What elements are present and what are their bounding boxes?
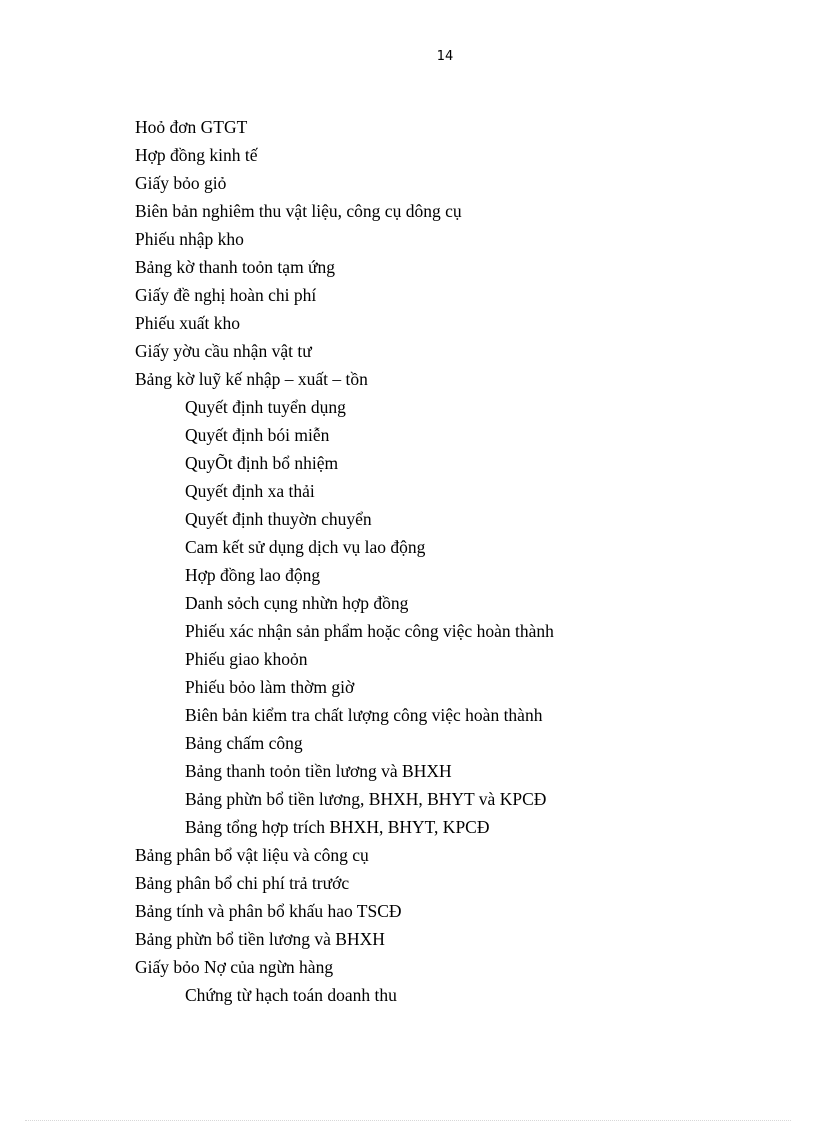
sub-list-item: Cam kết sử dụng dịch vụ lao động xyxy=(185,537,426,557)
page-bottom-divider xyxy=(25,1120,791,1121)
sub-list-item: Biên bản kiểm tra chất lượng công việc hoàn thành xyxy=(185,705,543,725)
sub-list-item: Danh sỏch cụng nhừn hợp đồng xyxy=(185,593,409,613)
sub-list-item: Chứng từ hạch toán doanh thu xyxy=(185,985,397,1005)
sub-list-item: Phiếu giao khoỏn xyxy=(185,649,308,669)
sub-list-item: Bảng tổng hợp trích BHXH, BHYT, KPCĐ xyxy=(185,817,490,837)
sub-list-item: Quyết định thuyờn chuyển xyxy=(185,509,372,529)
list-item: Bảng tính và phân bổ khấu hao TSCĐ xyxy=(135,901,402,921)
sub-list-item: Hợp đồng lao động xyxy=(185,565,321,585)
list-item: Hợp đồng kinh tế xyxy=(135,145,258,165)
sub-list-item: Quyết định tuyển dụng xyxy=(185,397,346,417)
list-item: Bảng kờ luỹ kế nhập – xuất – tồn xyxy=(135,369,368,389)
page-number: 14 xyxy=(436,49,454,64)
list-item: Giấy bỏo giỏ xyxy=(135,173,227,193)
sub-list-item: Quyết định xa thải xyxy=(185,481,315,501)
list-item: Bảng phân bổ chi phí trả trước xyxy=(135,873,350,893)
sub-list-item: QuyÕt định bổ nhiệm xyxy=(185,453,339,473)
list-item: Giấy bỏo Nợ của ngừn hàng xyxy=(135,957,334,977)
list-item: Giấy đề nghị hoàn chi phí xyxy=(135,285,317,305)
list-item: Bảng phừn bổ tiền lương và BHXH xyxy=(135,929,385,949)
sub-list-item: Bảng phừn bổ tiền lương, BHXH, BHYT và KPCĐ xyxy=(185,789,547,809)
sub-list-item: Quyết định bói miễn xyxy=(185,425,330,445)
document-list xyxy=(135,113,775,1009)
sub-list-item: Bảng chấm công xyxy=(185,733,303,753)
list-item: Phiếu nhập kho xyxy=(135,229,244,249)
sub-list-item: Phiếu xác nhận sản phẩm hoặc công việc hoàn thành xyxy=(185,621,554,641)
list-item: Hoỏ đơn GTGT xyxy=(135,117,248,137)
list-item: Biên bản nghiêm thu vật liệu, công cụ dông cụ xyxy=(135,201,462,221)
list-item: Bảng kờ thanh toỏn tạm ứng xyxy=(135,257,336,277)
list-item: Phiếu xuất kho xyxy=(135,313,240,333)
list-item: Giấy yờu cầu nhận vật tư xyxy=(135,341,312,361)
sub-list-item: Phiếu bỏo làm thờm giờ xyxy=(185,677,355,697)
sub-list-item: Bảng thanh toỏn tiền lương và BHXH xyxy=(185,761,452,781)
list-item: Bảng phân bổ vật liệu và công cụ xyxy=(135,845,369,865)
